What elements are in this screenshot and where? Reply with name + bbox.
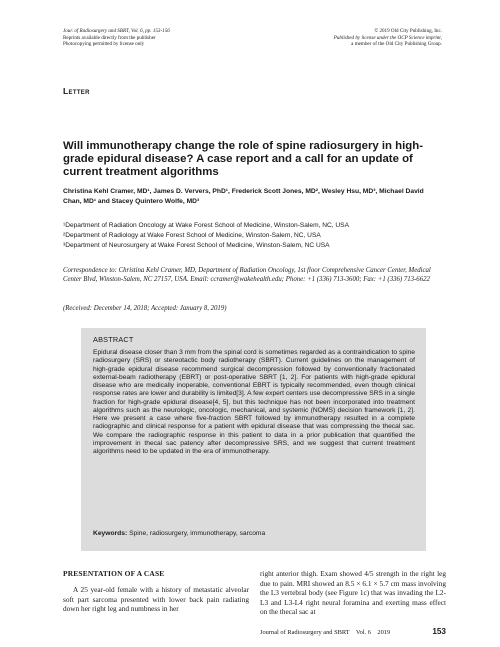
journal-header-right [334,28,442,48]
article-type-label: Letter [63,86,90,96]
article-title: Will immunotherapy change the role of spine radiosurgery in high-grade epidural disease? A case report and a call for an update of current treatment algorithms [63,140,424,179]
abstract-heading: ABSTRACT [93,335,134,344]
keywords-label: Keywords: [93,530,128,537]
affiliation-item: ²Department of Radiology at Wake Forest School of Medicine, Winston-Salem, NC, USA [63,232,321,240]
received-dates: (Received: December 14, 2018; Accepted: January 8, 2019) [63,305,227,312]
journal-header-left [63,28,170,48]
affiliations [63,221,443,251]
footer-journal: Journal of Radiosurgery and SBRT Vol. 6 2019 [260,629,391,636]
header-right-line: © 2019 Old City Publishing, Inc. [374,28,442,34]
body-column-right: right anterior thigh. Exam showed 4/5 strength in the right leg due to pain. MRI showed an 8.5 × 6.1 × 5.7 cm mass involving the L3 vertebral body (see Figure 1c) that was invading the L2-L3 and L3-L4 right neural foramina and exerting mass effect on the thecal sac at [260,569,446,617]
correspondence-note: Correspondence to: Christina Kehl Cramer, MD, Department of Radiation Oncology, 1st floor Comprehensive Cancer Center, Medical Center Blvd, Winston-Salem, NC 27157, USA. Email: ccramer@wakehealth.edu; Phone: +1 (336) 713-3600; Fax: +1 (336) 713-6622 [63,267,431,284]
header-left-line: Jour. of Radiosurgery and SBRT, Vol. 6, pp. 153-156 [63,28,170,34]
affiliation-item: ¹Department of Radiation Oncology at Wake Forest School of Medicine, Winston-Salem, NC, USA [63,222,349,229]
header-left-line: Photocopying permitted by license only [63,41,145,48]
case-section-heading: PRESENTATION OF A CASE [63,569,165,578]
abstract-body: Epidural disease closer than 3 mm from the spinal cord is sometimes regarded as a contraindication to spine radiosurgery (SRS) or stereotactic body radiotherapy (SBRT). Current guidelines on the management of high-grade epidural disease recommend surgical decompression followed by conventionally fractionated external-beam radiotherapy (EBRT) or post-operative SBRT [1, 2]. For patients with high-grade epidural disease who are medically inoperable, conventional EBRT is typically recommended, even though clinical response rates are lower and durability is limited[3]. A few expert centers use decompressive SRS in a single fraction for high-grade epidural disease[4, 5], but this technique has not been incorporated into treatment algorithms such as the neurologic, oncologic, mechanical, and systemic (NOMS) decision framework [1, 2]. Here we present a case where five-fraction SBRT followed by immunotherapy resulted in a complete radiographic and clinical response for a patient with epidural disease that was compressing the thecal sac. We compare the radiographic response in this patient to data in a prior publication that quantified the improvement in thecal sac patency after decompressive SRS, and we suggest that current treatment algorithms need to be updated in the era of immunotherapy. [93,349,415,455]
page-number: 153 [432,627,446,636]
header-right-line: a member of the Old City Publishing Group. [351,41,442,48]
keywords-line [93,530,415,537]
body-column-left: A 25 year-old female with a history of metastatic alveolar soft part sarcoma presented with lower back pain radiating down her right leg and numbness in her [63,585,249,614]
header-left-line: Reprints available directly from the publisher [63,34,156,41]
keywords-value: Spine, radiosurgery, immunotherapy, sarcoma [129,530,266,537]
affiliation-item: ³Department of Neurosurgery at Wake Forest School of Medicine, Winston-Salem, NC USA [63,242,330,250]
author-list: Christina Kehl Cramer, MD¹, James D. Ververs, PhD¹, Frederick Scott Jones, MD², Wesley Hsu, MD³, Michael David Chan, MD¹ and Stacey Quintero Wolfe, MD³ [63,188,424,206]
header-right-line: Published by license under the OCP Science imprint, [333,34,442,41]
